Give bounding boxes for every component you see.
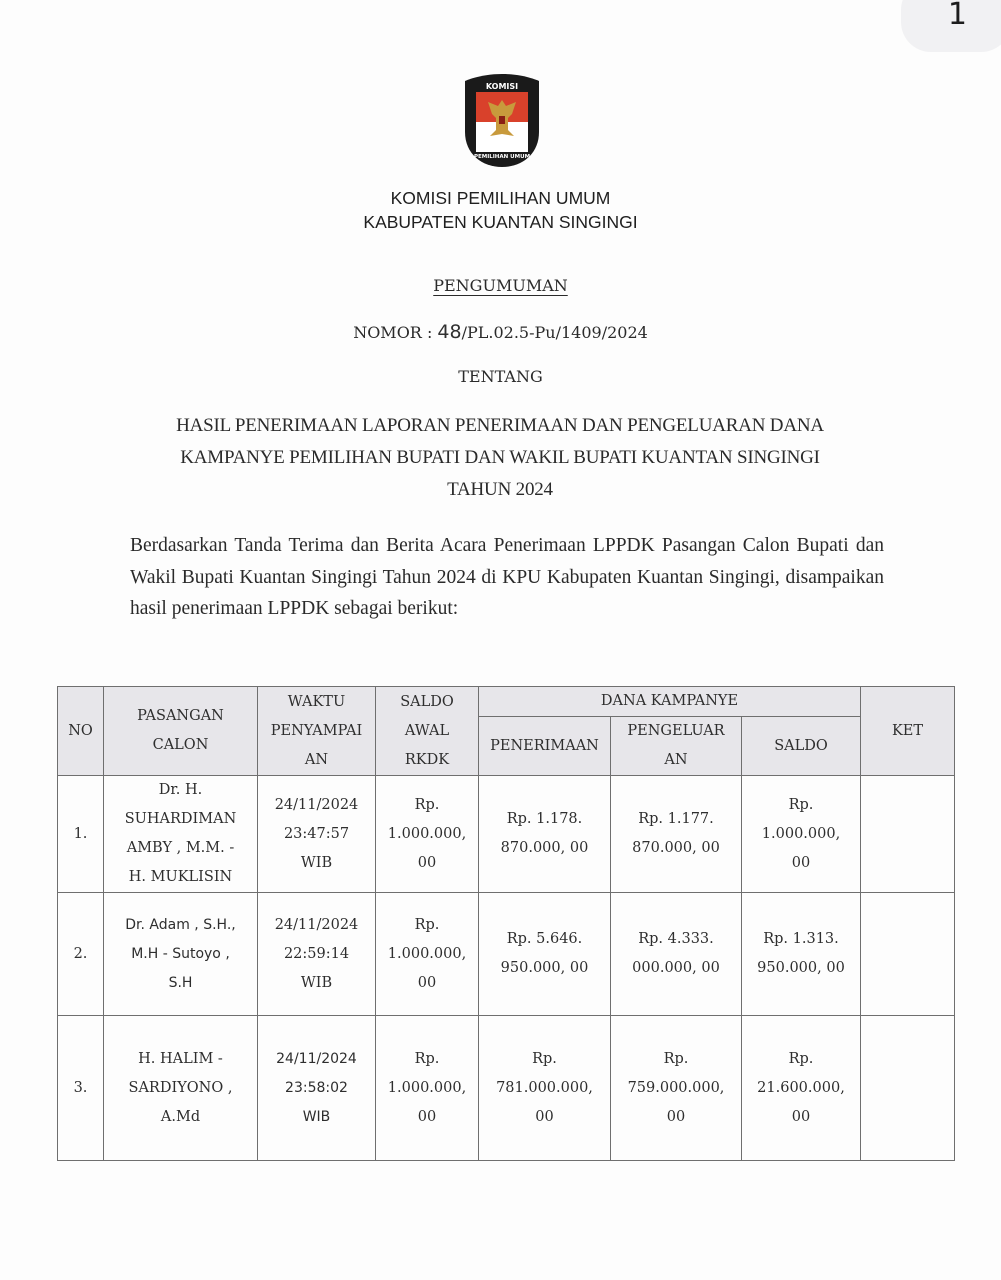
- tentang-label: TENTANG: [458, 367, 543, 386]
- org-name-line2: KABUPATEN KUANTAN SINGINGI: [363, 212, 638, 232]
- subject-line: KAMPANYE PEMILIHAN BUPATI DAN WAKIL BUPATI KUANTAN SINGINGI: [180, 447, 820, 468]
- cell-waktu: 24/11/2024 23:58:02 WIB: [258, 1016, 376, 1161]
- logo-text-komisi: KOMISI: [485, 82, 519, 91]
- cell-saldo: Rp. 1.313. 950.000, 00: [742, 893, 861, 1016]
- table-header-row: [58, 687, 955, 717]
- cell-pasangan: Dr. H. SUHARDIMAN AMBY , M.M. - H. MUKLISIN: [104, 776, 258, 893]
- cell-penerimaan: Rp. 5.646. 950.000, 00: [479, 893, 611, 1016]
- document-subject: [100, 410, 900, 506]
- cell-waktu: 24/11/2024 22:59:14 WIB: [258, 893, 376, 1016]
- cell-no: 2.: [58, 893, 104, 1016]
- nomor-rest: /PL.02.5-Pu/1409/2024: [461, 323, 648, 342]
- org-name-line1: KOMISI PEMILIHAN UMUM: [390, 188, 611, 208]
- intro-paragraph: Berdasarkan Tanda Terima dan Berita Acara Penerimaan LPPDK Pasangan Calon Bupati dan Wakil Bupati Kuantan Singingi Tahun 2024 di KPU Kabupaten Kuantan Singingi, disampaikan hasil penerimaan LPPDK sebagai berikut:: [130, 535, 884, 619]
- header-dana-kampanye: DANA KAMPANYE: [479, 687, 861, 717]
- header-no: NO: [58, 687, 104, 776]
- cell-ket: [861, 776, 955, 893]
- cell-pengeluaran: Rp. 759.000.000, 00: [611, 1016, 742, 1161]
- nomor-label: NOMOR :: [353, 323, 438, 342]
- cell-ket: [861, 1016, 955, 1161]
- table-row: [58, 893, 955, 1016]
- header-penerimaan: PENERIMAAN: [479, 717, 611, 776]
- cell-penerimaan: Rp. 1.178. 870.000, 00: [479, 776, 611, 893]
- cell-pasangan: H. HALIM - SARDIYONO , A.Md: [104, 1016, 258, 1161]
- cell-saldo-awal: Rp. 1.000.000, 00: [376, 1016, 479, 1161]
- header-pasangan-calon: PASANGAN CALON: [104, 687, 258, 776]
- kpu-logo: [462, 72, 542, 168]
- cell-no: 1.: [58, 776, 104, 893]
- cell-pasangan: Dr. Adam , S.H., M.H - Sutoyo , S.H: [104, 893, 258, 1016]
- subject-line: HASIL PENERIMAAN LAPORAN PENERIMAAN DAN PENGELUARAN DANA: [176, 415, 824, 436]
- cell-saldo-awal: Rp. 1.000.000, 00: [376, 776, 479, 893]
- header-saldo-awal-rkdk: SALDO AWAL RKDK: [376, 687, 479, 776]
- cell-no: 3.: [58, 1016, 104, 1161]
- cell-ket: [861, 893, 955, 1016]
- cell-waktu: 24/11/2024 23:47:57 WIB: [258, 776, 376, 893]
- header-waktu-penyampaian: WAKTU PENYAMPAI AN: [258, 687, 376, 776]
- document-title: PENGUMUMAN: [433, 276, 568, 295]
- cell-penerimaan: Rp. 781.000.000, 00: [479, 1016, 611, 1161]
- table-row: [58, 776, 955, 893]
- cell-saldo: Rp. 21.600.000, 00: [742, 1016, 861, 1161]
- cell-saldo-awal: Rp. 1.000.000, 00: [376, 893, 479, 1016]
- header-ket: KET: [861, 687, 955, 776]
- header-saldo: SALDO: [742, 717, 861, 776]
- cell-pengeluaran: Rp. 1.177. 870.000, 00: [611, 776, 742, 893]
- header-pengeluaran: PENGELUAR AN: [611, 717, 742, 776]
- cell-pengeluaran: Rp. 4.333. 000.000, 00: [611, 893, 742, 1016]
- table-row: [58, 1016, 955, 1161]
- document-number: [0, 321, 1001, 343]
- campaign-fund-table: [57, 686, 955, 1161]
- cell-saldo: Rp. 1.000.000, 00: [742, 776, 861, 893]
- logo-text-pemilihan: PEMILIHAN UMUM: [473, 154, 531, 160]
- subject-line: TAHUN 2024: [447, 479, 553, 500]
- page-number: 1: [947, 0, 967, 32]
- nomor-handwritten: 48: [437, 321, 462, 343]
